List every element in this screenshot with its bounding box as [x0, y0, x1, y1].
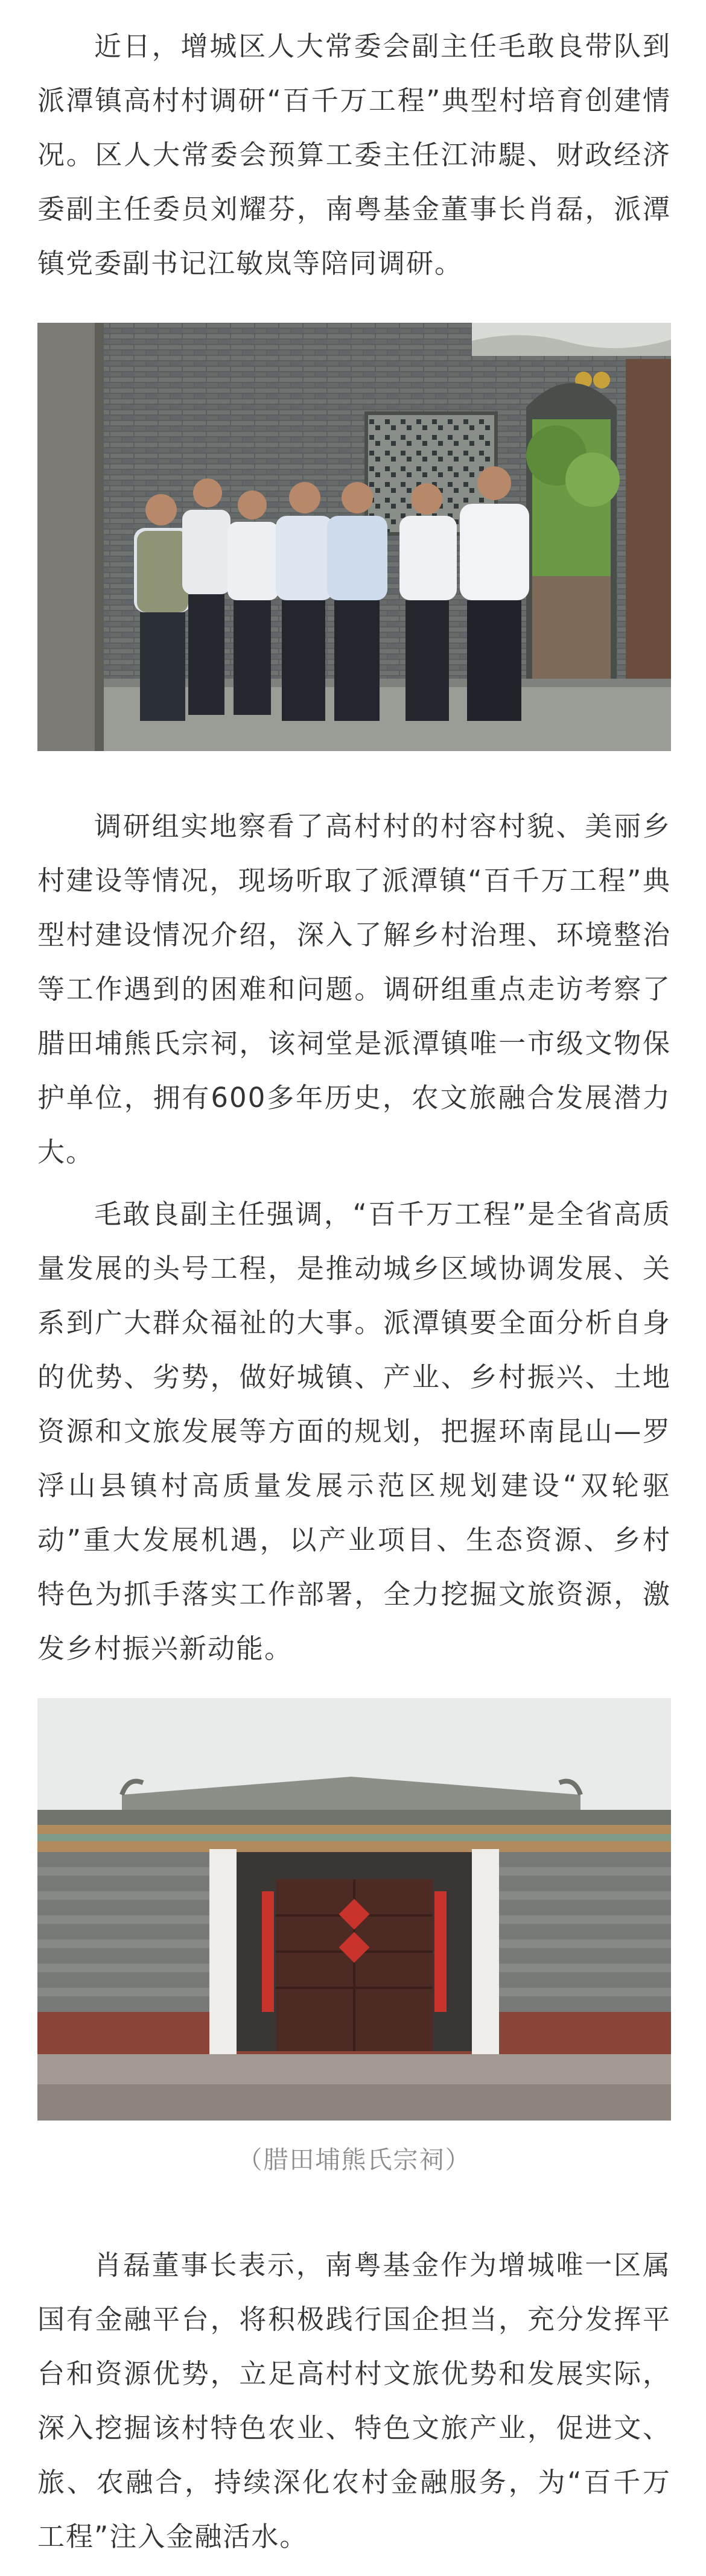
paragraph-3: 毛敢良副主任强调，“百千万工程”是全省高质量发展的头号工程，是推动城乡区域协调发展、关系到广大群众福祉的大事。派潭镇要全面分析自身的优势、劣势，做好城镇、产业、乡村振兴、土地资源和文旅发展等方面的规划，把握环南昆山—罗浮山县镇村高质量发展示范区规划建设“双轮驱动”重大发展机遇，以产业项目、生态资源、乡村特色为抓手落实工作部署，全力挖掘文旅资源，激发乡村振兴新动能。: [37, 1198, 671, 1664]
village-visit-image: [37, 323, 671, 751]
photo-caption: （腊田埔熊氏宗祠）: [237, 2145, 471, 2174]
paragraph-1: 近日，增城区人大常委会副主任毛敢良带队到派潭镇高村村调研“百千万工程”典型村培育创建情况。区人大常委会预算工委主任江沛騠、财政经济委副主任委员刘耀芬，南粤基金董事长肖磊，派潭镇党委副书记江敏岚等陪同调研。: [37, 30, 671, 279]
photo-village-visit: [37, 323, 671, 751]
paragraph-4: 肖磊董事长表示，南粤基金作为增城唯一区属国有金融平台，将积极践行国企担当，充分发挥平台和资源优势，立足高村村文旅优势和发展实际，深入挖掘该村特色农业、特色文旅产业，促进文、旅、农融合，持续深化农村金融服务，为“百千万工程”注入金融活水。: [37, 2249, 671, 2552]
ancestral-hall-image: [37, 1698, 671, 2121]
paragraph-2: 调研组实地察看了高村村的村容村貌、美丽乡村建设等情况，现场听取了派潭镇“百千万工程”典型村建设情况介绍，深入了解乡村治理、环境整治等工作遇到的困难和问题。调研组重点走访考察了腊田埔熊氏宗祠，该祠堂是派潭镇唯一市级文物保护单位，拥有600多年历史，农文旅融合发展潜力大。: [37, 810, 671, 1168]
photo-ancestral-hall: [37, 1698, 671, 2121]
